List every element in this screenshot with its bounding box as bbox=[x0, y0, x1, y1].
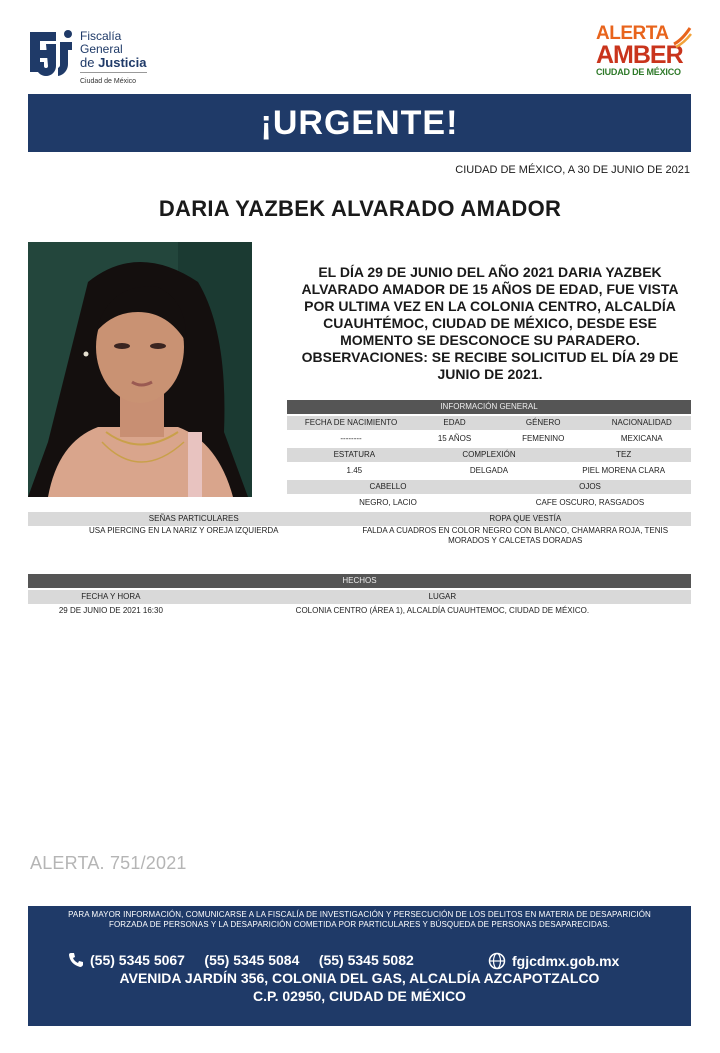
birthdate-header: FECHA DE NACIMIENTO bbox=[304, 418, 398, 427]
datetime-header: FECHA Y HORA bbox=[81, 592, 141, 601]
general-row1-headers bbox=[287, 416, 691, 430]
address-line1: AVENIDA JARDÍN 356, COLONIA DEL GAS, ALCALDÍA AZCAPOTZALCO bbox=[119, 970, 600, 986]
complexion-header: TEZ bbox=[616, 450, 632, 459]
features-values bbox=[28, 526, 691, 546]
phone-numbers: (55) 5345 5067 (55) 5345 5084 (55) 5345 5082 bbox=[90, 952, 414, 968]
fgj-logo-icon bbox=[28, 26, 76, 84]
fgj-line2: General bbox=[80, 42, 123, 56]
fgj-line1: Fiscalía bbox=[80, 29, 122, 43]
fgj-line3-bold: Justicia bbox=[98, 55, 147, 70]
height-header: ESTATURA bbox=[333, 450, 376, 459]
features-value: USA PIERCING EN LA NARIZ Y OREJA IZQUIERDA bbox=[88, 526, 279, 535]
footer-website bbox=[488, 952, 619, 970]
person-name: DARIA YAZBEK ALVARADO AMADOR bbox=[158, 196, 562, 221]
person-photo bbox=[28, 242, 252, 497]
general-row2-headers bbox=[287, 448, 691, 462]
alerta-amber-logo bbox=[596, 24, 692, 90]
nationality-header: NACIONALIDAD bbox=[611, 418, 672, 427]
amber-line1: ALERTA bbox=[596, 23, 669, 44]
general-info-title-row bbox=[287, 400, 691, 414]
eyes-value: CAFE OSCURO, RASGADOS bbox=[535, 498, 645, 507]
age-header: EDAD bbox=[443, 418, 466, 427]
footer-info: PARA MAYOR INFORMACIÓN, COMUNICARSE A LA FISCALÍA DE INVESTIGACIÓN Y PERSECUCIÓN DE LOS DELITOS EN MATERIA DE DESAPARICIÓN FORZADA DE PERSONAS Y LA DESAPARICIÓN COMETIDA POR PARTICULARES Y BÚSQUEDA DE PERSONAS DESAPARECIDAS. bbox=[68, 910, 651, 929]
clothing-value: FALDA A CUADROS EN COLOR NEGRO CON BLANCO, CHAMARRA ROJA, TENIS MORADOS Y CALCETAS DORADAS bbox=[362, 526, 669, 545]
gender-value: FEMENINO bbox=[522, 434, 565, 443]
hechos-headers bbox=[28, 590, 691, 604]
amber-line3: CIUDAD DE MÉXICO bbox=[596, 67, 681, 77]
header bbox=[0, 0, 720, 92]
hechos-title-row bbox=[28, 574, 691, 588]
general-info-title: INFORMACIÓN GENERAL bbox=[440, 402, 538, 411]
amber-swoosh-icon bbox=[672, 26, 692, 48]
case-description: EL DÍA 29 DE JUNIO DEL AÑO 2021 DARIA YAZBEK ALVARADO AMADOR DE 15 AÑOS DE EDAD, FUE VISTA POR ULTIMA VEZ EN LA COLONIA CENTRO, ALCALDÍA CUAUHTÉMOC, CIUDAD DE MÉXICO, DESDE ESE MOMENTO SE DESCONOCE SU PARADERO. OBSERVACIONES: SE RECIBE SOLICITUD EL DÍA 29 DE JUNIO DE 2021. bbox=[301, 264, 679, 382]
fgj-name bbox=[80, 30, 147, 88]
datetime-value: 29 DE JUNIO DE 2021 16:30 bbox=[58, 606, 163, 615]
general-row2-values bbox=[287, 464, 691, 478]
footer-phones bbox=[68, 952, 414, 968]
features-headers bbox=[28, 512, 691, 526]
eyes-header: OJOS bbox=[579, 482, 601, 491]
birthdate-value: -------- bbox=[340, 434, 362, 443]
fgj-city: Ciudad de México bbox=[80, 72, 147, 88]
hechos-title: HECHOS bbox=[342, 576, 377, 585]
build-value: DELGADA bbox=[469, 466, 509, 475]
general-row3-values bbox=[287, 496, 691, 510]
clothing-header: ROPA QUE VESTÍA bbox=[489, 514, 562, 523]
phone-icon bbox=[68, 952, 84, 968]
fgj-line3-pre: de bbox=[80, 55, 99, 70]
footer bbox=[28, 906, 691, 1026]
website-link[interactable]: fgjcdmx.gob.mx bbox=[512, 953, 620, 969]
complexion-value: PIEL MORENA CLARA bbox=[582, 466, 666, 475]
alert-number: ALERTA. 751/2021 bbox=[30, 853, 187, 873]
general-row3-headers bbox=[287, 480, 691, 494]
nationality-value: MEXICANA bbox=[620, 434, 663, 443]
features-header: SEÑAS PARTICULARES bbox=[148, 514, 239, 523]
urgent-banner: ¡URGENTE! bbox=[28, 94, 691, 152]
height-value: 1.45 bbox=[346, 466, 363, 475]
build-header: COMPLEXIÓN bbox=[462, 450, 516, 459]
globe-icon bbox=[488, 952, 506, 970]
age-value: 15 AÑOS bbox=[437, 434, 472, 443]
place-value: COLONIA CENTRO (ÁREA 1), ALCALDÍA CUAUHTEMOC, CIUDAD DE MÉXICO. bbox=[295, 606, 590, 615]
gender-header: GÉNERO bbox=[525, 418, 561, 427]
amber-line2: AMBER bbox=[596, 41, 683, 69]
footer-address bbox=[28, 969, 691, 1005]
hechos-values bbox=[28, 604, 691, 618]
portrait-illustration bbox=[28, 242, 252, 497]
hair-header: CABELLO bbox=[369, 482, 407, 491]
general-row1-values bbox=[287, 432, 691, 446]
issue-date: CIUDAD DE MÉXICO, A 30 DE JUNIO DE 2021 bbox=[455, 164, 690, 176]
place-header: LUGAR bbox=[428, 592, 457, 601]
fgj-line3 bbox=[80, 56, 147, 69]
address-line2: C.P. 02950, CIUDAD DE MÉXICO bbox=[253, 988, 466, 1004]
hair-value: NEGRO, LACIO bbox=[359, 498, 417, 507]
